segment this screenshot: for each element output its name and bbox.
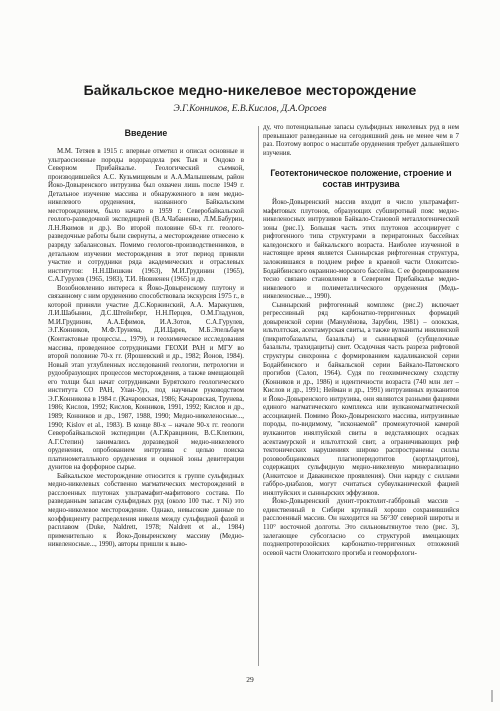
section-heading-introduction: Введение — [124, 128, 168, 138]
column-divider — [258, 126, 259, 666]
article-title: Байкальское медно-никелевое месторождение — [83, 82, 417, 98]
paragraph: Сыннырский рифтогенный комплекс (рис.2) включает регрессивный ряд карбонатно-терригенных формаций довыренской серии (Манулёнова, Зарубин, 1981) – олокская, ильтолтская, асектамурская свиты, а также вулканиты инялинской (пикритобазальты, базальты) и сынныркой (субщелочные базальты, трахидациты) свит. Осадочная часть разреза рифтовой структуры синхронна с формированием кадаликанской серии Бодайбинского и байкальской серии Байкало-Патомского прогибов (Салоп, 1964). Судя по геохимическому сходству (Конников и др., 1986) и идентичности возраста (740 млн лет – Кислов и др., 1991; Нейман и др., 1991) интрузивных вулканитов и Йоко-Довыренского интрузива, они являются разными фациями единого магматического комплекса или вулканомагматической ассоциацией. Помимо Йоко-Довыренского массива, интрузивные породы, по-видимому, "исконаемой" промежуточной камерой вулканитов инялтуйской свиты в ведсталяющих осадках асектамурской и ильтолтской свит, а ограничивающих риф тектонических нарушениях широко распространены силлы розовообщанковых плагиоперидотитов (кортландитов), содержащих сульфидную медно-никелевую минерализацию (Анкитское и Давакинское проявления). Они наряду с силлами габбро-диабазов, могут считаться субвулканической фацией инялтуйских и сыннырских эффузивов. — [263, 301, 459, 497]
paragraph-continued: ду, что потенциальные запасы сульфидных никелевых руд в нем превышают разведанные на сегодняшний день не менее чем в 7 раз. Поэтому вопрос о масштабе оруденения требует дальнейшего изучения. — [263, 124, 459, 157]
paragraph: М.М. Тетяев в 1915 г. впервые отметил и описал основные и ультраосновные породы водораздела рек Тыя и Ондоко в Северном Прибайкалье. Геологический съемкой, производившейся А.С. Кузьмищевым и А.А.Малышевым, район Йоко-Довыренского интрузива был охвачен лишь после 1949 г. Детальное изучение массива и обнаруженного в нем медно-никелевого оруденения, названного Байкальским месторождением, было начато в 1959 г. Северобайкальской геолого-разведочной экспедицией (В.А.Чабаненко, Л.М.Бабурин, Л.Н.Якимов и др.). Во второй половине 60-х гг. геолого-разведочные работы были свернуты, а месторождение отнесено к разряду забалансовых. Помимо геологов-производственников, в детальном изучении месторождения в этот период приняли участие и сотрудники ряда академических и отраслевых институтов: Н.Н.Шишкин (1963), М.И.Грудинин (1965), С.А.Гурулев (1965, 1983), Т.И. Нювиенен (1965) и др. — [48, 148, 244, 284]
paragraph: Йоко-Довыренский массив входит в число ультрамафит-мафитовых плутонов, образующих субширотный пояс медно-никеленосных интрузивов Байкало-Становой металлогенической зоны (рис.1). Большая часть этих плутонов ассоциирует с рифтогенного типа структурами в периратонных бассейнах каледонского и байкальского возраста. Наиболее изученной в настоящее время является Сыннырская рифтогенная структура, заложившаяся в позднем рифее в краевой части Олокитско-Бодайбинского окраинно-морского бассейна. С ее формированием тесно связано становление в Северном Прибайкалье медно-никелевого и полиметаллического оруденения (Медь-никеленосные..., 1990). — [263, 199, 459, 301]
paragraph: Возобновлению интереса к Йоко-Довыренскому плутону и связанному с ним оруденению способствовала экскурсия 1975 г., в которой приняли участие Д.С.Коржинский, А.А. Маракушев, Л.И.Шабынин, Д.С.Штейнберг, Н.Н.Перцев, О.М.Гладунов, М.И.Грудинин, А.А.Ефимов, И.А.Зотов, С.А.Гурулев, Э.Г.Конников, М.Ф.Трунева, Д.И.Царев, М.Б.Эпельбаум (Контактовые процессы..., 1979), и геохимическое исследования массива, проведенное сотрудниками ГЕОХИ РАН и МГУ во второй половине 70-х гг. (Ярошевский и др., 1982; Йонов, 1984). Новый этап углубленных исследований геологии, петрологии и рудообразующих процессов месторождения, а также вмещающей его толщи был начат сотрудниками Бурятского геологического института СО РАН, Улан-Удэ, под научным руководством Э.Г.Конникова в 1984 г. (Качаровская, 1986; Качаровская, Трунева, 1986; Кислов, 1992; Кислов, Конников, 1991, 1992; Кислов и др., 1989; Конников и др., 1987, 1988, 1990; Медно-никеленосные..., 1990; Kislov et al., 1983). В конце 80-х – начале 90-х гг. геологи Северобайкальской экспедиции (А.Г.Кравцинин, В.С.Клепкин, А.Г.Степин) занимались доразведкой медно-никелевого оруденения, опробованием интрузива с целью поиска платинометалльного оруденения и оценкой зоны девитерации дунитов на форфорное сырье. — [48, 284, 244, 472]
paragraph: Йоко-Довыренский дунит-троктолит-габбровый массив – единственный в Сибири крупный хорошо сохранившийся расслоенный массив. Он находится на 56°30' северной широты и 110° восточной долготы. Это сильновытянутое тело (рис. 3), залегающее субсогласно со структурой вмещающих позднепротерозойских карбонатно-терригенных отложений осевой части Олокитского прогиба и геоморфологи- — [263, 498, 459, 557]
paragraph: Байкальское месторождение относится к группе сульфидных медно-никелевых собственно магматических месторождений в расслоенных плутонах ультрамафит-мафитового состава. По разведанным запасам сульфидных руд (около 100 тыс. т Ni) это медно-никелевое месторождение. Однако, невысокие данные по коэффициенту распределения никеля между сульфидной фазой и расплавом (Duke, Naldrett, 1978; Naldrett et al., 1984) применительно к Йоко-Довыренскому массиву (Медно-никеленосные..., 1990), авторы пришли к выво- — [48, 472, 244, 549]
article-authors: Э.Г.Конников, Е.В.Кислов, Д.А.Орсоев — [173, 104, 327, 114]
scan-edge-mark — [491, 690, 493, 702]
page-number: 29 — [246, 675, 254, 684]
left-column — [48, 124, 244, 667]
right-column — [263, 124, 459, 667]
section-heading-geotectonic: Геотектоническое положение, строение и состав интрузива — [270, 168, 452, 190]
